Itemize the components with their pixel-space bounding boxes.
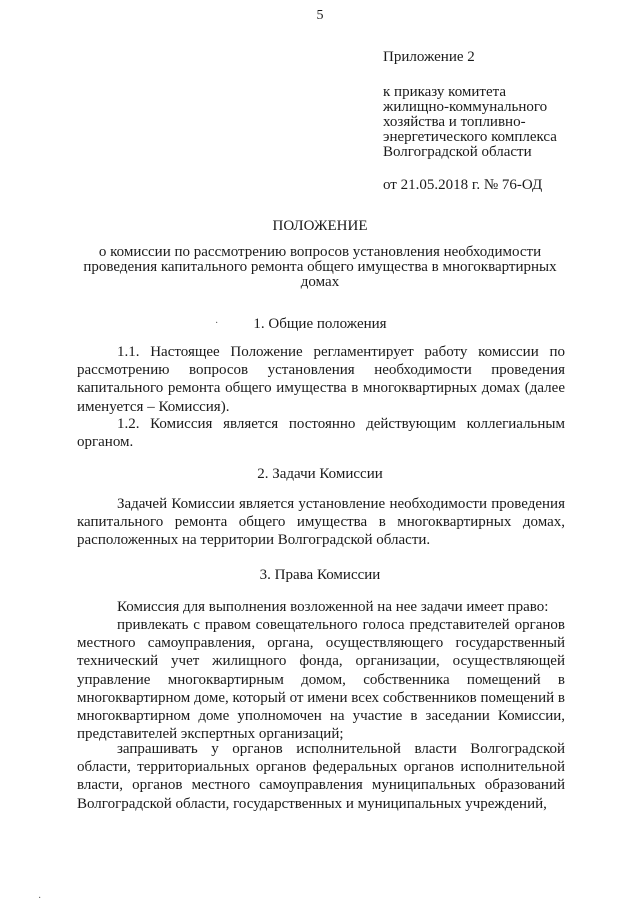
document-title: ПОЛОЖЕНИЕ <box>272 218 368 234</box>
page-number: 5 <box>316 8 324 23</box>
appendix-line: жилищно-коммунального <box>383 99 548 115</box>
paragraph: Комиссия для выполнения возложенной на нее задачи имеет право: <box>117 599 549 615</box>
appendix-title: Приложение 2 <box>383 49 475 65</box>
scan-speck: · <box>215 318 219 329</box>
appendix-block <box>383 50 557 193</box>
appendix-line: Волгоградской области <box>383 144 532 160</box>
appendix-line: к приказу комитета <box>383 84 507 100</box>
paragraph: 1.2. Комиссия является постоянно действующим коллегиальным органом. <box>77 416 565 451</box>
document-subtitle: о комиссии по рассмотрению вопросов установления необходимости проведения капитального ремонта общего имущества в многоквартирных домах <box>83 244 557 290</box>
section-heading: 2. Задачи Комиссии <box>257 466 383 482</box>
paragraph: Задачей Комиссии является установление необходимости проведения капитального ремонта общего имущества в многоквартирных домах, расположенных на территории Волгоградской области. <box>77 496 565 549</box>
section-heading: 1. Общие положения <box>253 316 387 332</box>
scan-speck: · <box>38 893 42 904</box>
appendix-line: энергетического комплекса <box>383 129 557 145</box>
paragraph: 1.1. Настоящее Положение регламентирует работу комиссии по рассмотрению вопросов установления необходимости проведения капитального ремонта общего имущества в многоквартирных домах (далее именуется – Комиссия). <box>77 344 565 415</box>
appendix-date: от 21.05.2018 г. № 76-ОД <box>383 177 543 193</box>
appendix-line: хозяйства и топливно- <box>383 114 526 130</box>
section-heading: 3. Права Комиссии <box>259 567 381 583</box>
paragraph: запрашивать у органов исполнительной власти Волгоградской области, территориальных органов федеральных органов исполнительной власти, органов местного самоуправления муниципальных образований Волгоградской области, государственных и муниципальных учреждений, <box>77 741 565 812</box>
paragraph: привлекать с правом совещательного голоса представителей органов местного самоуправления, органа, осуществляющего государственный технический учет жилищного фонда, организации, осуществляющей управление многоквартирным домом, собственника помещений в многоквартирном доме, который от имени всех собственников помещений в многоквартирном доме уполномочен на участие в заседании Комиссии, представителей экспертных организаций; <box>77 617 565 743</box>
